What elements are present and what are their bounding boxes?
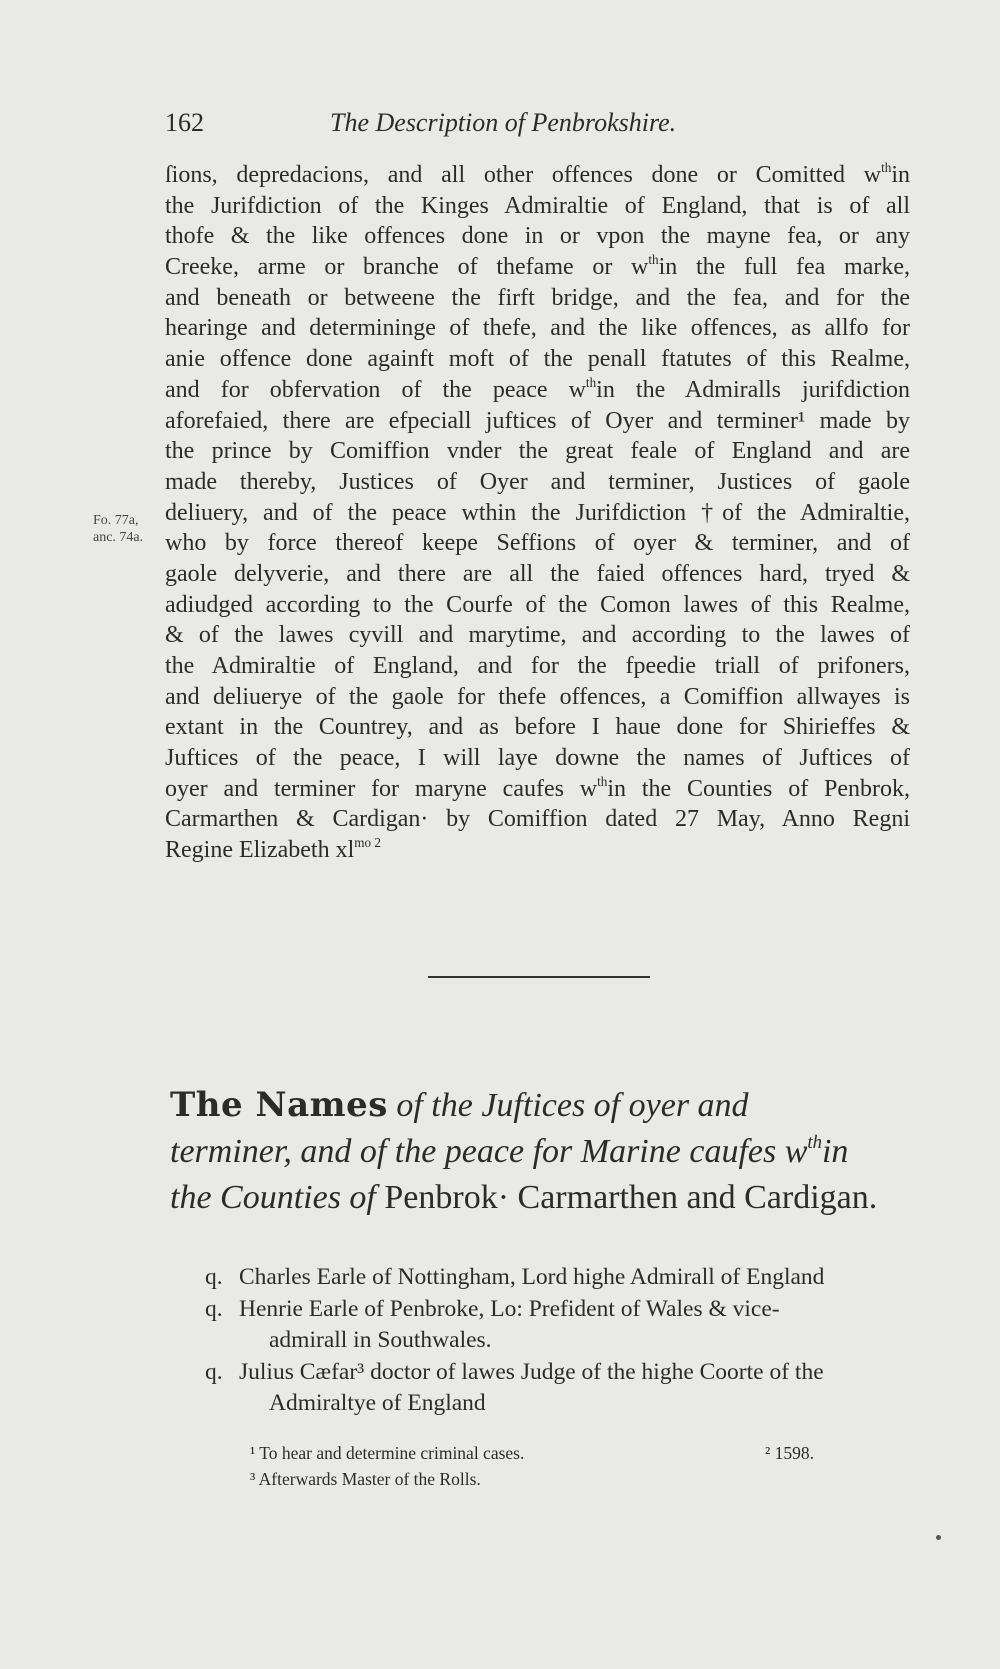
body-line: anie offence done againft moft of the penall ftatutes of this Realme,	[165, 346, 910, 373]
margin-note-line: anc. 74a.	[93, 530, 144, 545]
list-item-text: Henrie Earle of Penbroke, Lo: Prefident of Wales & vice-	[239, 1295, 780, 1322]
body-line: the Jurifdiction of the Kinges Admiraltie of England, that is of all	[165, 192, 910, 219]
footnote: ² 1598.	[765, 1443, 814, 1463]
body-line: deliuery, and of the peace wthin the Jurifdiction †of the Admiraltie,	[165, 499, 910, 526]
body-line: Creeke, arme or branche of thefame or $w^{th}in$ the full fea marke,	[165, 252, 910, 281]
list-marker: q.	[205, 1358, 223, 1385]
body-line: gaole delyverie, and there are all the faied offences hard, tryed &	[165, 560, 910, 587]
running-title: The Description of Penbrokshire.	[330, 108, 677, 137]
body-line: and deliuerye of the gaole for thefe offences, a Comiffion allwayes is	[165, 683, 910, 710]
margin-note-line: Fo. 77a,	[93, 513, 139, 528]
list-marker: q.	[205, 1264, 223, 1290]
body-line: thofe & the like offences done in or vpon the mayne fea, or any	[165, 223, 910, 250]
body-line: extant in the Countrey, and as before I haue done for Shirieffes &	[165, 714, 910, 741]
section-divider	[428, 976, 650, 978]
list-marker: q.	[205, 1295, 223, 1322]
list-item-continuation: admirall in Southwales.	[269, 1327, 492, 1353]
list-item-text: Julius Cæfar³ doctor of lawes Judge of the highe Coorte of the	[239, 1358, 824, 1385]
list-item-continuation: Admiraltye of England	[269, 1390, 486, 1416]
body-line: who by force thereof keepe Seffions of oyer & terminer, and of	[165, 530, 910, 557]
body-line: aforefaied, there are efpeciall juftices of Oyer and terminer¹ made by	[165, 407, 910, 434]
body-line: made thereby, Justices of Oyer and terminer, Justices of gaole	[165, 468, 910, 495]
body-line: the prince by Comiffion vnder the great feale of England and are	[165, 438, 910, 465]
footnote: ³ Afterwards Master of the Rolls.	[250, 1469, 481, 1489]
heading-line	[170, 1129, 915, 1175]
heading-roman: Penbrok· Carmarthen and Cardigan.	[375, 1179, 878, 1216]
list-item	[205, 1357, 915, 1420]
body-line: the Admiraltie of England, and for the fpeedie triall of prifoners,	[165, 653, 910, 679]
body-line: and beneath or betweene the firft bridge, and the fea, and for the	[165, 284, 910, 311]
list-item	[205, 1262, 915, 1294]
page-number: 162	[165, 108, 204, 137]
body-line: oyer and terminer for maryne caufes $w^{th}in$ the Counties of Penbrok,	[165, 773, 910, 802]
list-item	[205, 1294, 915, 1357]
body-line: and for obfervation of the peace $w^{th}in$ the Admiralls jurifdiction	[165, 374, 910, 403]
heading-text: in	[821, 1133, 849, 1170]
body-line: Regine Elizabeth $xl^{mo 2}$	[165, 835, 382, 864]
heading-text: terminer, and of the peace for Marine caufes w	[170, 1133, 808, 1170]
body-line: & of the lawes cyvill and marytime, and according to the lawes of	[165, 622, 910, 649]
heading-blackletter: The Names	[170, 1085, 388, 1125]
justices-list	[205, 1262, 915, 1420]
list-item-text: Charles Earle of Nottingham, Lord highe Admirall of England	[239, 1264, 825, 1290]
body-line: Juftices of the peace, I will laye downe the names of Juftices of	[165, 745, 910, 772]
body-paragraph	[165, 160, 910, 866]
body-line: Carmarthen & Cardigan· by Comiffion dated 27 May, Anno Regni	[165, 806, 910, 833]
body-line: hearinge and determininge of thefe, and the like offences, as allfo for	[165, 315, 910, 342]
body-line: ſions, depredacions, and all other offences done or Comitted $w^{th}in$	[165, 160, 910, 188]
margin-note	[93, 512, 143, 546]
body-line: adiudged according to the Courfe of the Comon lawes of this Realme,	[165, 591, 910, 618]
paper-speck	[936, 1535, 941, 1540]
heading-line	[170, 1175, 915, 1221]
footnotes	[250, 1440, 830, 1492]
footnote-text: ¹ To hear and determine criminal cases.	[250, 1443, 525, 1463]
heading-superscript: th	[807, 1131, 822, 1153]
heading-italic: of the Juftices of oyer and	[387, 1087, 749, 1124]
heading-italic: the Counties of	[170, 1179, 376, 1216]
section-heading	[170, 1082, 915, 1221]
footnote	[250, 1440, 830, 1466]
heading-line	[170, 1082, 915, 1129]
